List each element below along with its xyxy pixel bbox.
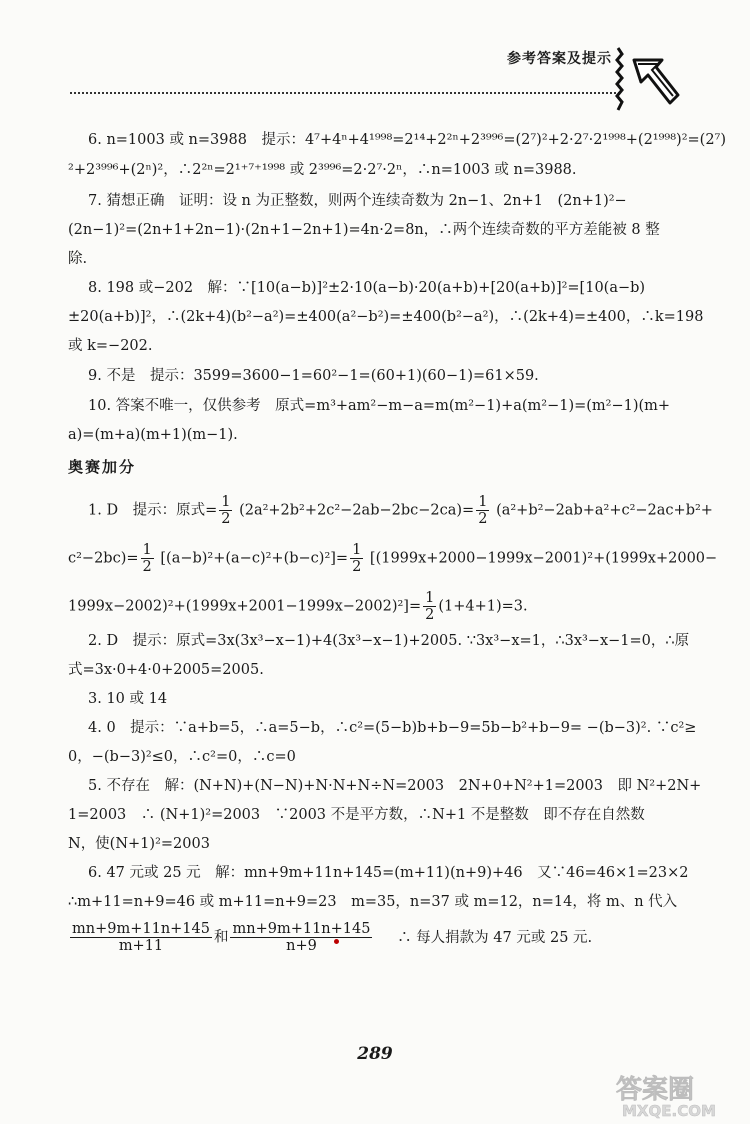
answer-line: 0，−(b−3)²≤0，∴c²=0，∴c=0	[68, 749, 296, 765]
fraction: $\frac{1}{2}$	[478, 494, 488, 527]
answer-line: 3. 10 或 14	[88, 691, 168, 707]
ink-dot	[334, 939, 339, 944]
answer-line: a)=(m+a)(m+1)(m−1).	[68, 427, 238, 443]
answer-line: 7. 猜想正确 证明：设 n 为正整数，则两个连续奇数为 2n−1、2n+1 (2n+1)²−	[88, 193, 627, 209]
q1-prefix: 1. D 提示：原式=	[88, 502, 218, 519]
answer-line: 6. 47 元或 25 元 解：mn+9m+11n+145=(m+11)(n+9)+46 又∵46=46×1=23×2	[88, 865, 689, 881]
header-dotted-rule	[70, 92, 620, 94]
answer-line: 2. D 提示：原式=3x(3x³−x−1)+4(3x³−x−1)+2005. ∵3x³−x=1，∴3x³−x−1=0，∴原	[88, 633, 690, 649]
fraction: $\frac{1}{2}$	[142, 542, 152, 575]
watermark-logo	[612, 1070, 742, 1120]
fraction: $\frac{1}{2}$	[352, 542, 362, 575]
fraction: $\frac{1}{2}$	[221, 494, 231, 527]
section-title: 奥赛加分	[68, 458, 137, 476]
answer-line: 10. 答案不唯一，仅供参考 原式=m³+am²−m−a=m(m²−1)+a(m²−1)=(m²−1)(m+	[88, 398, 671, 414]
header-title: 参考答案及提示	[507, 51, 612, 67]
answer-line: $\frac{mn+9m+11n+145}{m+11}$ 和 $\frac{mn+9m+11n+145}{n+9}$ ∴ 每人捐款为 47 元或 25 元.	[72, 921, 593, 954]
answer-line: 9. 不是 提示：3599=3600−1=60²−1=(60+1)(60−1)=61×59.	[88, 368, 539, 384]
answer-line: (2n−1)²=(2n+1+2n−1)·(2n+1−2n+1)=4n·2=8n，∴两个连续奇数的平方差能被 8 整	[68, 222, 660, 238]
answer-line: 1=2003 ∴ (N+1)²=2003 ∵2003 不是平方数，∴N+1 不是整数 即不存在自然数	[68, 807, 645, 823]
answer-line: ∴m+11=n+9=46 或 m+11=n+9=23 m=35，n=37 或 m=12，n=14，将 m、n 代入	[68, 894, 678, 910]
answer-line: N，使(N+1)²=2003	[68, 836, 210, 852]
answer-line: 4. 0 提示：∵a+b=5，∴a=5−b，∴c²=(5−b)b+b−9=5b−b²+b−9= −(b−3)². ∵c²≥	[88, 720, 697, 736]
page-number: 289	[357, 1044, 393, 1064]
answer-line: 6. n=1003 或 n=3988 提示：4⁷+4ⁿ+4¹⁹⁹⁸=2¹⁴+2²ⁿ+2³⁹⁹⁶=(2⁷)²+2·2⁷·2¹⁹⁹⁸+(2¹⁹⁹⁸)²=(2⁷)	[88, 132, 727, 148]
answer-line: 1. D 提示：原式= $\frac{1}{2}$ (2a²+2b²+2c²−2ab−2bc−2ca)= $\frac{1}{2}$ (a²+b²−2ab+a²+c²−2ac+b²+	[88, 494, 713, 527]
answer-line: 除.	[68, 251, 88, 267]
fraction: $\frac{1}{2}$	[425, 590, 435, 623]
answer-line: ²+2³⁹⁹⁶+(2ⁿ)²，∴2²ⁿ=2¹⁺⁷⁺¹⁹⁹⁸ 或 2³⁹⁹⁶=2·2⁷·2ⁿ，∴n=1003 或 n=3988.	[68, 162, 577, 178]
answer-line: 1999x−2002)²+(1999x+2001−1999x−2002)²]= $\frac{1}{2}$ (1+4+1)=3.	[68, 590, 528, 623]
answer-line: 5. 不存在 解：(N+N)+(N−N)+N·N+N÷N=2003 2N+0+N²+1=2003 即 N²+2N+	[88, 778, 702, 794]
fraction: $\frac{mn+9m+11n+145}{m+11}$	[72, 921, 210, 954]
answer-line: 式=3x·0+4·0+2005=2005.	[68, 662, 264, 678]
arrow-icon	[612, 40, 682, 120]
svg-text:答案圈: 答案圈	[616, 1075, 695, 1105]
page-header	[70, 46, 620, 106]
fraction: $\frac{mn+9m+11n+145}{n+9}$	[232, 921, 371, 954]
answer-line: ±20(a+b)]²，∴(2k+4)(b²−a²)=±400(a²−b²)=±400(b²−a²)，∴(2k+4)=±400，∴k=198	[68, 309, 704, 325]
answer-line: 或 k=−202.	[68, 338, 153, 354]
answer-line: 8. 198 或−202 解：∵[10(a−b)]²±2·10(a−b)·20(a+b)+[20(a+b)]²=[10(a−b)	[88, 280, 646, 296]
svg-text:MXQE.COM: MXQE.COM	[622, 1102, 716, 1120]
answer-line: c²−2bc)= $\frac{1}{2}$ [(a−b)²+(a−c)²+(b−c)²]= $\frac{1}{2}$ [(1999x+2000−1999x−2001)²+(1999x+2000−	[68, 542, 718, 575]
